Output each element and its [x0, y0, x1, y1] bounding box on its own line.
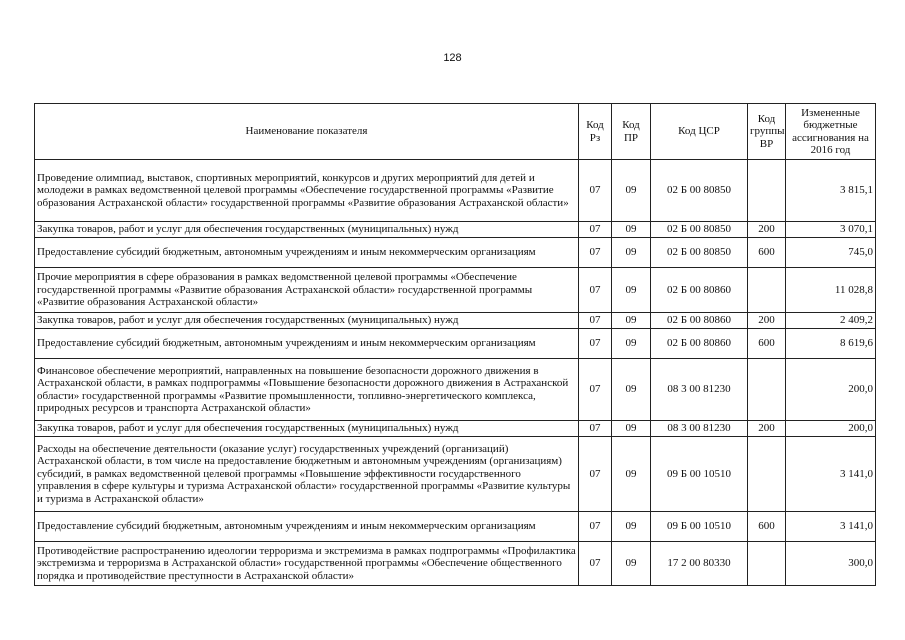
table-row	[35, 268, 876, 313]
row-name: Прочие мероприятия в сфере образования в рамках ведомственной целевой программы «Обеспечение государственной программы «Развитие образования Астраханской области» государственной программы «Развитие образования Астраханской области»	[35, 268, 579, 313]
table-row	[35, 421, 876, 437]
row-csr: 17 2 00 80330	[651, 542, 748, 586]
row-csr: 02 Б 00 80860	[651, 329, 748, 359]
row-csr: 09 Б 00 10510	[651, 512, 748, 542]
table-row	[35, 512, 876, 542]
row-vr: 600	[748, 238, 786, 268]
row-pr: 09	[612, 160, 651, 222]
row-name: Закупка товаров, работ и услуг для обеспечения государственных (муниципальных) нужд	[35, 222, 579, 238]
row-pr: 09	[612, 329, 651, 359]
budget-table	[34, 103, 876, 586]
row-csr: 02 Б 00 80860	[651, 313, 748, 329]
row-rz: 07	[579, 268, 612, 313]
row-pr: 09	[612, 512, 651, 542]
table-row	[35, 238, 876, 268]
row-rz: 07	[579, 222, 612, 238]
header-csr: Код ЦСР	[651, 104, 748, 160]
row-rz: 07	[579, 542, 612, 586]
row-csr: 08 3 00 81230	[651, 359, 748, 421]
header-pr: Код ПР	[612, 104, 651, 160]
table-header-row	[35, 104, 876, 160]
row-pr: 09	[612, 268, 651, 313]
table-row	[35, 542, 876, 586]
row-csr: 02 Б 00 80860	[651, 268, 748, 313]
row-name: Проведение олимпиад, выставок, спортивных мероприятий, конкурсов и других мероприятий для детей и молодежи в рамках ведомственной целевой программы «Обеспечение государственной программы «Развитие образования Астраханской области» государственной программы «Развитие образования Астраханской области»	[35, 160, 579, 222]
row-name: Предоставление субсидий бюджетным, автономным учреждениям и иным некоммерческим организациям	[35, 329, 579, 359]
row-name: Предоставление субсидий бюджетным, автономным учреждениям и иным некоммерческим организациям	[35, 238, 579, 268]
row-name: Закупка товаров, работ и услуг для обеспечения государственных (муниципальных) нужд	[35, 421, 579, 437]
row-pr: 09	[612, 542, 651, 586]
row-amount: 11 028,8	[786, 268, 876, 313]
row-vr	[748, 160, 786, 222]
row-vr	[748, 359, 786, 421]
row-amount: 200,0	[786, 359, 876, 421]
table-row	[35, 329, 876, 359]
row-amount: 300,0	[786, 542, 876, 586]
row-name: Расходы на обеспечение деятельности (оказание услуг) государственных учреждений (организаций) Астраханской области, в том числе на предоставление бюджетным и автономным учреждениям (организациям) субсидий, в рамках ведомственной целевой программы «Повышение эффективности государственного управления в сфере культуры и туризма Астраханской области» государственной программы «Развитие культуры и туризма в Астраханской области»	[35, 437, 579, 512]
row-amount: 3 141,0	[786, 512, 876, 542]
row-amount: 3 141,0	[786, 437, 876, 512]
row-rz: 07	[579, 329, 612, 359]
row-vr	[748, 437, 786, 512]
table-row	[35, 222, 876, 238]
row-name: Закупка товаров, работ и услуг для обеспечения государственных (муниципальных) нужд	[35, 313, 579, 329]
row-vr: 200	[748, 313, 786, 329]
table-row	[35, 359, 876, 421]
row-pr: 09	[612, 421, 651, 437]
row-vr: 600	[748, 329, 786, 359]
row-amount: 2 409,2	[786, 313, 876, 329]
row-csr: 08 3 00 81230	[651, 421, 748, 437]
row-pr: 09	[612, 238, 651, 268]
row-rz: 07	[579, 421, 612, 437]
row-vr: 200	[748, 421, 786, 437]
row-amount: 745,0	[786, 238, 876, 268]
row-rz: 07	[579, 512, 612, 542]
row-amount: 8 619,6	[786, 329, 876, 359]
header-rz: Код Рз	[579, 104, 612, 160]
row-rz: 07	[579, 238, 612, 268]
row-vr	[748, 268, 786, 313]
row-csr: 02 Б 00 80850	[651, 238, 748, 268]
row-name: Предоставление субсидий бюджетным, автономным учреждениям и иным некоммерческим организациям	[35, 512, 579, 542]
header-amount: Измененные бюджетные ассигнования на 2016 год	[786, 104, 876, 160]
row-rz: 07	[579, 160, 612, 222]
row-amount: 3 070,1	[786, 222, 876, 238]
page-number: 128	[443, 52, 462, 64]
row-csr: 02 Б 00 80850	[651, 160, 748, 222]
row-amount: 3 815,1	[786, 160, 876, 222]
row-amount: 200,0	[786, 421, 876, 437]
header-name: Наименование показателя	[35, 104, 579, 160]
row-pr: 09	[612, 313, 651, 329]
row-csr: 09 Б 00 10510	[651, 437, 748, 512]
row-name: Противодействие распространению идеологии терроризма и экстремизма в рамках подпрограммы «Профилактика экстремизма и терроризма в Астраханской области» государственной программы «Обеспечение общественного порядка и противодействие преступности в Астраханской области»	[35, 542, 579, 586]
row-vr	[748, 542, 786, 586]
row-vr: 600	[748, 512, 786, 542]
row-rz: 07	[579, 313, 612, 329]
header-vr: Код группы ВР	[748, 104, 786, 160]
row-pr: 09	[612, 437, 651, 512]
table-row	[35, 313, 876, 329]
table-row	[35, 437, 876, 512]
row-rz: 07	[579, 437, 612, 512]
row-pr: 09	[612, 359, 651, 421]
row-pr: 09	[612, 222, 651, 238]
table-row	[35, 160, 876, 222]
row-name: Финансовое обеспечение мероприятий, направленных на повышение безопасности дорожного движения в Астраханской области, в рамках подпрограммы «Повышение безопасности дорожного движения в Астраханской области» государственной программы «Развитие промышленности, топливно-энергетического комплекса, природных ресурсов и транспорта Астраханской области»	[35, 359, 579, 421]
row-rz: 07	[579, 359, 612, 421]
row-vr: 200	[748, 222, 786, 238]
row-csr: 02 Б 00 80850	[651, 222, 748, 238]
